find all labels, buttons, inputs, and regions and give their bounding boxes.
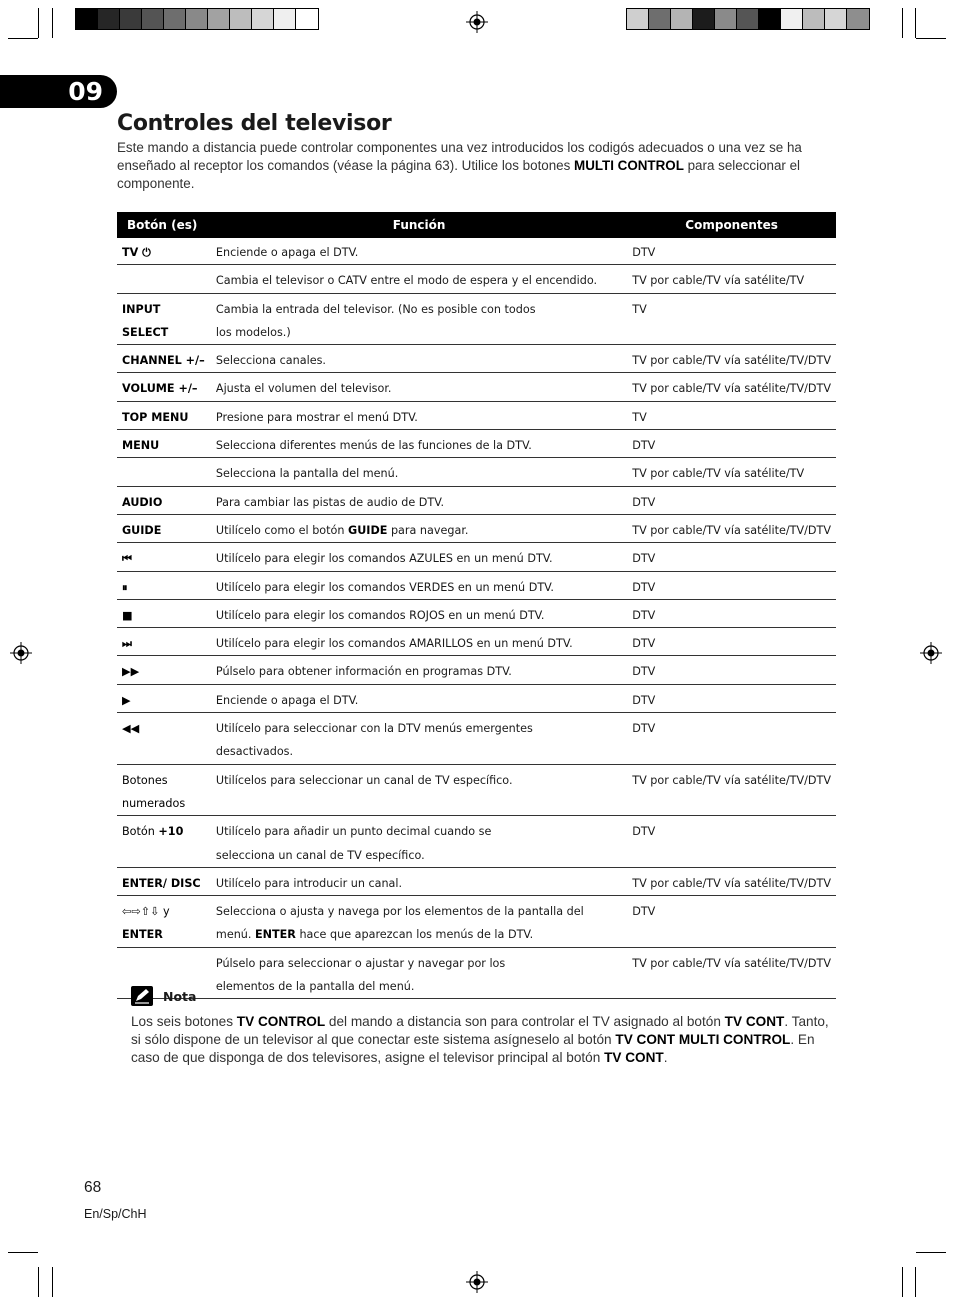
rewind-icon: ◀◀ <box>117 713 211 765</box>
note-text: . En caso de que disponga de dos televisores, asigne el televisor principal al botón <box>131 1032 815 1065</box>
function-cell: Enciende o apaga el DTV. <box>211 684 627 712</box>
intro-text: para seleccionar el componente. <box>117 158 801 191</box>
table-row <box>117 867 836 895</box>
table-row <box>117 656 836 684</box>
swatch <box>274 9 296 29</box>
note-text: . Tanto, si sólo dispone de un televisor al que conectar este sistema asígneselo al botón <box>131 1014 829 1047</box>
table-row <box>117 713 836 765</box>
function-cell <box>211 514 627 542</box>
button-cell: CHANNEL +/– <box>117 345 211 373</box>
swatch <box>120 9 142 29</box>
swatch <box>847 9 869 29</box>
button-bold: +10 <box>158 825 184 839</box>
color-bar-left <box>75 8 319 30</box>
note-text: Los seis botones <box>131 1014 237 1029</box>
button-cell: ENTER/ DISC <box>117 867 211 895</box>
note-text: del mando a distancia son para controlar el TV asignado al botón <box>325 1014 725 1029</box>
button-cell: GUIDE <box>117 514 211 542</box>
swatch <box>230 9 252 29</box>
column-header: Botón (es) <box>117 212 211 238</box>
function-cell: Utilícelo para elegir los comandos AMARILLOS en un menú DTV. <box>211 628 627 656</box>
chapter-tab: 09 <box>0 75 117 108</box>
component-cell: DTV <box>627 684 836 712</box>
pause-icon: ⏸ <box>117 571 211 599</box>
table-row <box>117 599 836 627</box>
button-cell: MENU <box>117 430 211 458</box>
function-cell: Enciende o apaga el DTV. <box>211 238 627 265</box>
table-row <box>117 265 836 293</box>
table-row <box>117 947 836 999</box>
button-cell <box>117 458 211 486</box>
registration-mark-icon <box>466 1271 488 1293</box>
function-cell: Para cambiar las pistas de audio de DTV. <box>211 486 627 514</box>
function-cell: Cambia la entrada del televisor. (No es posible con todos los modelos.) <box>211 293 627 345</box>
registration-mark-icon <box>10 642 32 664</box>
swatch <box>759 9 781 29</box>
play-icon: ▶ <box>117 684 211 712</box>
note-bold: TV CONT MULTI CONTROL <box>615 1032 791 1047</box>
component-cell: DTV <box>627 713 836 765</box>
note-label: Nota <box>163 989 197 1004</box>
component-cell: TV por cable/TV vía satélite/TV <box>627 265 836 293</box>
component-cell: DTV <box>627 628 836 656</box>
fast-forward-icon: ▶▶ <box>117 656 211 684</box>
component-cell: TV <box>627 293 836 345</box>
function-text: hace que aparezcan los menús de la DTV. <box>295 928 534 942</box>
language-code: En/Sp/ChH <box>84 1207 147 1221</box>
registration-mark-icon <box>920 642 942 664</box>
swatch <box>803 9 825 29</box>
swatch <box>76 9 98 29</box>
swatch <box>208 9 230 29</box>
component-cell: DTV <box>627 543 836 571</box>
swatch <box>142 9 164 29</box>
table-row <box>117 816 836 868</box>
table-row <box>117 458 836 486</box>
function-text: para navegar. <box>387 523 469 537</box>
note-paragraph <box>131 1013 831 1067</box>
note-bold: TV CONT <box>604 1050 664 1065</box>
button-cell: INPUT SELECT <box>117 293 211 345</box>
intro-bold: MULTI CONTROL <box>574 158 684 173</box>
component-cell: TV <box>627 401 836 429</box>
swatch <box>649 9 671 29</box>
function-cell: Cambia el televisor o CATV entre el modo de espera y el encendido. <box>211 265 627 293</box>
function-cell: Presione para mostrar el menú DTV. <box>211 401 627 429</box>
registration-mark-icon <box>466 11 488 33</box>
table-row <box>117 430 836 458</box>
swatch <box>186 9 208 29</box>
swatch <box>781 9 803 29</box>
function-cell: Púlselo para obtener información en programas DTV. <box>211 656 627 684</box>
skip-forward-icon: ⏭ <box>117 628 211 656</box>
component-cell: TV por cable/TV vía satélite/TV <box>627 458 836 486</box>
component-cell: DTV <box>627 896 836 948</box>
swatch <box>825 9 847 29</box>
button-cell: VOLUME +/– <box>117 373 211 401</box>
table-header-row <box>117 212 836 238</box>
component-cell: DTV <box>627 599 836 627</box>
function-cell: Ajusta el volumen del televisor. <box>211 373 627 401</box>
table-row <box>117 628 836 656</box>
function-bold: ENTER <box>255 928 296 942</box>
function-cell: Utilícelos para seleccionar un canal de TV específico. <box>211 764 627 816</box>
note-bold: TV CONTROL <box>236 1014 326 1029</box>
table-row <box>117 684 836 712</box>
function-cell <box>211 896 627 948</box>
button-cell <box>117 265 211 293</box>
button-cell <box>117 896 211 948</box>
swatch <box>627 9 649 29</box>
intro-text: Este mando a distancia puede controlar componentes una vez introducidos los codigós adecuados o una vez se ha enseñado al receptor los comandos (véase la página 63). Utilice los botones <box>117 140 802 173</box>
function-text: Utilícelo como el botón <box>215 523 349 537</box>
intro-paragraph <box>117 139 837 193</box>
stop-icon: ■ <box>117 599 211 627</box>
function-text: Selecciona o ajusta y navega por los elementos de la pantalla del menú. <box>215 905 584 942</box>
component-cell: TV por cable/TV vía satélite/TV/DTV <box>627 514 836 542</box>
component-cell: DTV <box>627 430 836 458</box>
function-cell: Utilícelo para elegir los comandos ROJOS en un menú DTV. <box>211 599 627 627</box>
skip-back-icon: ⏮ <box>117 543 211 571</box>
column-header: Función <box>211 212 627 238</box>
column-header: Componentes <box>627 212 836 238</box>
button-cell: TV ⏻ <box>117 238 211 265</box>
button-cell: Botones numerados <box>117 764 211 816</box>
button-cell: TOP MENU <box>117 401 211 429</box>
component-cell: DTV <box>627 571 836 599</box>
button-text: y <box>159 905 170 919</box>
component-cell: TV por cable/TV vía satélite/TV/DTV <box>627 867 836 895</box>
table-row <box>117 345 836 373</box>
component-cell: DTV <box>627 816 836 868</box>
component-cell: DTV <box>627 486 836 514</box>
function-cell: Selecciona la pantalla del menú. <box>211 458 627 486</box>
page-title: Controles del televisor <box>117 111 392 136</box>
function-cell: Púlselo para seleccionar o ajustar y navegar por los elementos de la pantalla del menú. <box>211 947 627 999</box>
swatch <box>98 9 120 29</box>
button-text: Botón <box>122 825 159 839</box>
button-cell: AUDIO <box>117 486 211 514</box>
table-row <box>117 764 836 816</box>
color-bar-right <box>626 8 870 30</box>
table-row <box>117 293 836 345</box>
table-row <box>117 543 836 571</box>
table-row <box>117 238 836 265</box>
table-row <box>117 571 836 599</box>
component-cell: DTV <box>627 238 836 265</box>
function-bold: GUIDE <box>348 523 388 537</box>
note-text: . <box>663 1050 668 1065</box>
function-cell: Utilícelo para seleccionar con la DTV menús emergentes desactivados. <box>211 713 627 765</box>
table-row <box>117 896 836 948</box>
arrow-keys-icon: ⇦⇨⇧⇩ <box>122 905 160 919</box>
button-cell <box>117 816 211 868</box>
table-row <box>117 514 836 542</box>
function-cell: Selecciona diferentes menús de las funciones de la DTV. <box>211 430 627 458</box>
function-cell: Utilícelo para añadir un punto decimal cuando se selecciona un canal de TV específico. <box>211 816 627 868</box>
swatch <box>296 9 318 29</box>
component-cell: TV por cable/TV vía satélite/TV/DTV <box>627 345 836 373</box>
function-cell: Utilícelo para introducir un canal. <box>211 867 627 895</box>
component-cell: TV por cable/TV vía satélite/TV/DTV <box>627 373 836 401</box>
component-cell: DTV <box>627 656 836 684</box>
button-bold: ENTER <box>122 928 163 942</box>
controls-table <box>117 212 836 999</box>
swatch <box>715 9 737 29</box>
function-cell: Utilícelo para elegir los comandos VERDES en un menú DTV. <box>211 571 627 599</box>
component-cell: TV por cable/TV vía satélite/TV/DTV <box>627 947 836 999</box>
function-cell: Selecciona canales. <box>211 345 627 373</box>
swatch <box>693 9 715 29</box>
swatch <box>737 9 759 29</box>
page-number: 68 <box>84 1179 102 1196</box>
function-cell: Utilícelo para elegir los comandos AZULES en un menú DTV. <box>211 543 627 571</box>
table-row <box>117 486 836 514</box>
component-cell: TV por cable/TV vía satélite/TV/DTV <box>627 764 836 816</box>
note-bold: TV CONT <box>724 1014 785 1029</box>
swatch <box>252 9 274 29</box>
note-pencil-icon <box>131 986 153 1006</box>
table-row <box>117 373 836 401</box>
swatch <box>164 9 186 29</box>
swatch <box>671 9 693 29</box>
table-row <box>117 401 836 429</box>
